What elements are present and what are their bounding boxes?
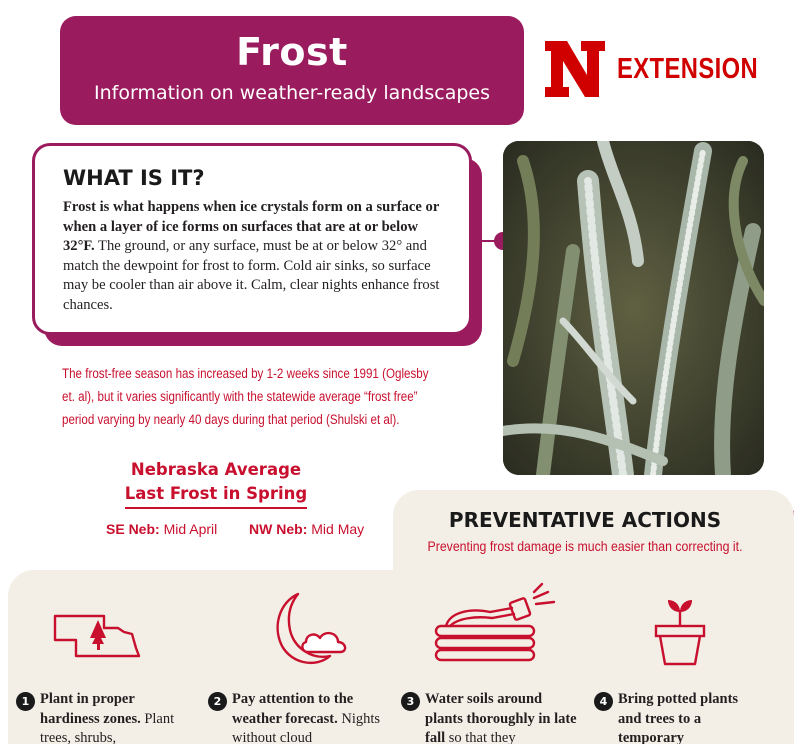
what-is-it-body: The ground, or any surface, must be at or below 32° and match the dewpoint for frost to form. Cold air sinks, so surface may be cooler than air above it. Calm, clear nights enhance frost chances. — [63, 238, 440, 313]
action-item-4 — [594, 690, 754, 744]
nebraska-n-logo-icon — [543, 37, 607, 101]
action-item-2 — [208, 690, 388, 744]
se-label: SE Neb: — [106, 521, 160, 537]
action-text — [425, 690, 581, 744]
title-banner — [60, 16, 524, 125]
action-number: 4 — [594, 692, 613, 711]
garden-hose-icon — [430, 582, 566, 666]
action-text — [40, 690, 196, 744]
nw-label: NW Neb: — [249, 521, 308, 537]
frost-free-season-note: The frost-free season has increased by 1-2 weeks since 1991 (Oglesby et. al), but it varies significantly with the statewide average “frost free” period varying by nearly 40 days during that period (Shulski et al). — [62, 366, 429, 427]
page-title: Frost — [236, 30, 348, 74]
action-number: 2 — [208, 692, 227, 711]
what-is-it-bold: Frost is what happens when ice crystals form on a surface or when a layer of ice forms on surfaces that are at or below 32°F. — [63, 199, 440, 254]
potted-plant-icon — [652, 596, 708, 668]
what-is-it-box — [32, 143, 472, 335]
avg-title-line2: Last Frost in Spring — [125, 482, 307, 509]
action-item-3 — [401, 690, 581, 744]
action-body: Plant trees, shrubs, — [40, 710, 175, 744]
moon-cloud-icon — [268, 590, 352, 670]
action-bold: Pay attention to the weather forecast. — [232, 691, 354, 727]
action-number: 1 — [16, 692, 35, 711]
frost-covered-grass-photo-icon — [503, 141, 764, 475]
frost-photo — [503, 141, 764, 475]
se-value: Mid April — [163, 521, 218, 537]
preventative-subtitle: Preventing frost damage is much easier than correcting it. — [427, 538, 743, 554]
action-item-1 — [16, 690, 196, 744]
nebraska-map-tree-icon — [52, 612, 142, 658]
action-text — [618, 690, 754, 744]
action-bold: Plant in proper hardiness zones. — [40, 691, 141, 727]
nebraska-average-title — [100, 458, 332, 509]
what-is-it-heading: WHAT IS IT? — [63, 166, 205, 190]
extension-wordmark: EXTENSION — [617, 52, 759, 85]
preventative-title: PREVENTATIVE ACTIONS — [448, 508, 722, 532]
action-bold: Bring potted plants and trees to a temporary — [618, 691, 739, 744]
action-number: 3 — [401, 692, 420, 711]
extension-logo — [543, 36, 789, 102]
average-values — [106, 521, 364, 537]
action-text — [232, 690, 388, 744]
action-body: Nights without cloud — [232, 710, 381, 744]
avg-title-line1: Nebraska Average — [130, 460, 302, 479]
action-body: so that they — [445, 730, 516, 744]
page-subtitle: Information on weather-ready landscapes — [94, 82, 490, 104]
what-is-it-text — [63, 198, 441, 315]
nw-value: Mid May — [311, 521, 365, 537]
action-bold: Water soils around plants thoroughly in late fall — [425, 691, 577, 744]
